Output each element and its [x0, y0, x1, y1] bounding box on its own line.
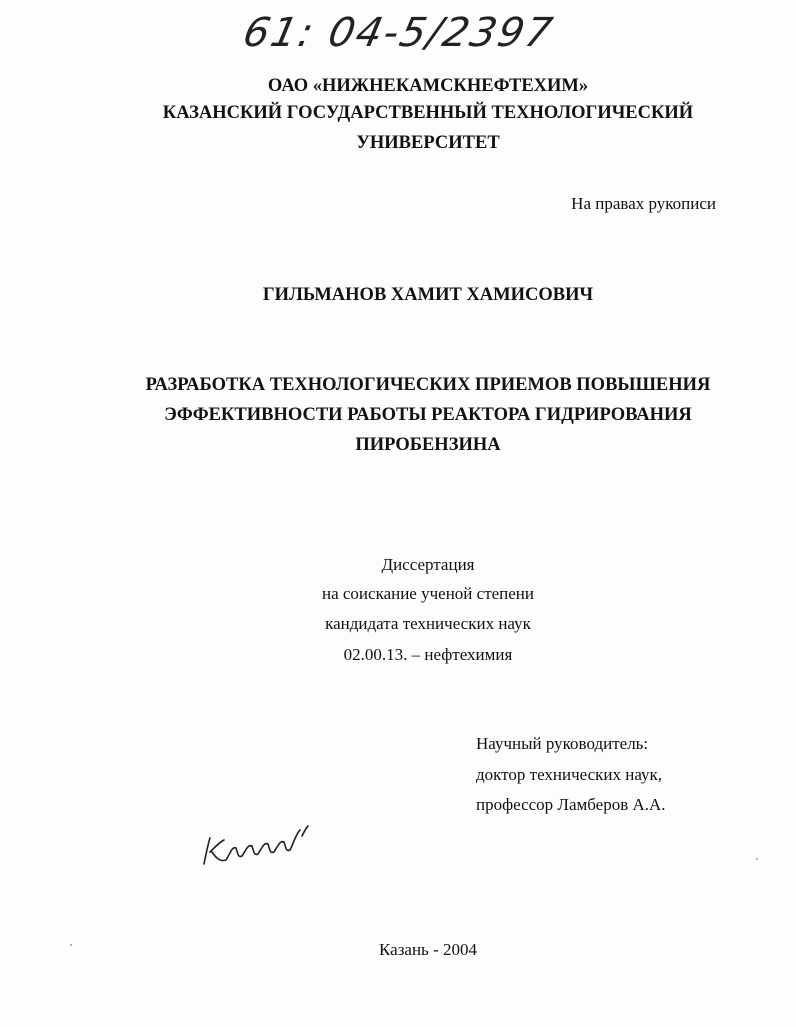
specialty-code: 02.00.13. – нефтехимия — [343, 645, 513, 664]
supervisor-degree: доктор технических наук, — [476, 765, 663, 784]
city-year: Казань - 2004 — [379, 940, 477, 959]
thesis-title-line-3: ПИРОБЕНЗИНА — [355, 435, 501, 455]
scan-speck — [756, 858, 758, 860]
thesis-title-line-1: РАЗРАБОТКА ТЕХНОЛОГИЧЕСКИХ ПРИЕМОВ ПОВЫШЕНИЯ — [145, 375, 711, 395]
organization-line-1: ОАО «НИЖНЕКАМСКНЕФТЕХИМ» — [267, 76, 589, 96]
organization-line-2: КАЗАНСКИЙ ГОСУДАРСТВЕННЫЙ ТЕХНОЛОГИЧЕСКИЙ — [162, 103, 694, 123]
thesis-title-line-2: ЭФФЕКТИВНОСТИ РАБОТЫ РЕАКТОРА ГИДРИРОВАНИЯ — [164, 405, 692, 425]
supervisor-name: профессор Ламберов А.А. — [476, 795, 666, 814]
dissertation-label: Диссертация — [381, 555, 475, 574]
degree-line-1: на соискание ученой степени — [321, 584, 535, 603]
archive-number-stamp: 61: 04-5/2397 — [239, 10, 559, 56]
degree-line-2: кандидата технических наук — [325, 614, 531, 633]
scan-speck — [70, 944, 72, 946]
rights-note: На правах рукописи — [571, 194, 716, 213]
supervisor-label: Научный руководитель: — [476, 734, 649, 753]
handwritten-signature — [196, 816, 326, 876]
organization-line-3: УНИВЕРСИТЕТ — [356, 133, 500, 153]
author-name: ГИЛЬМАНОВ ХАМИТ ХАМИСОВИЧ — [262, 285, 594, 305]
